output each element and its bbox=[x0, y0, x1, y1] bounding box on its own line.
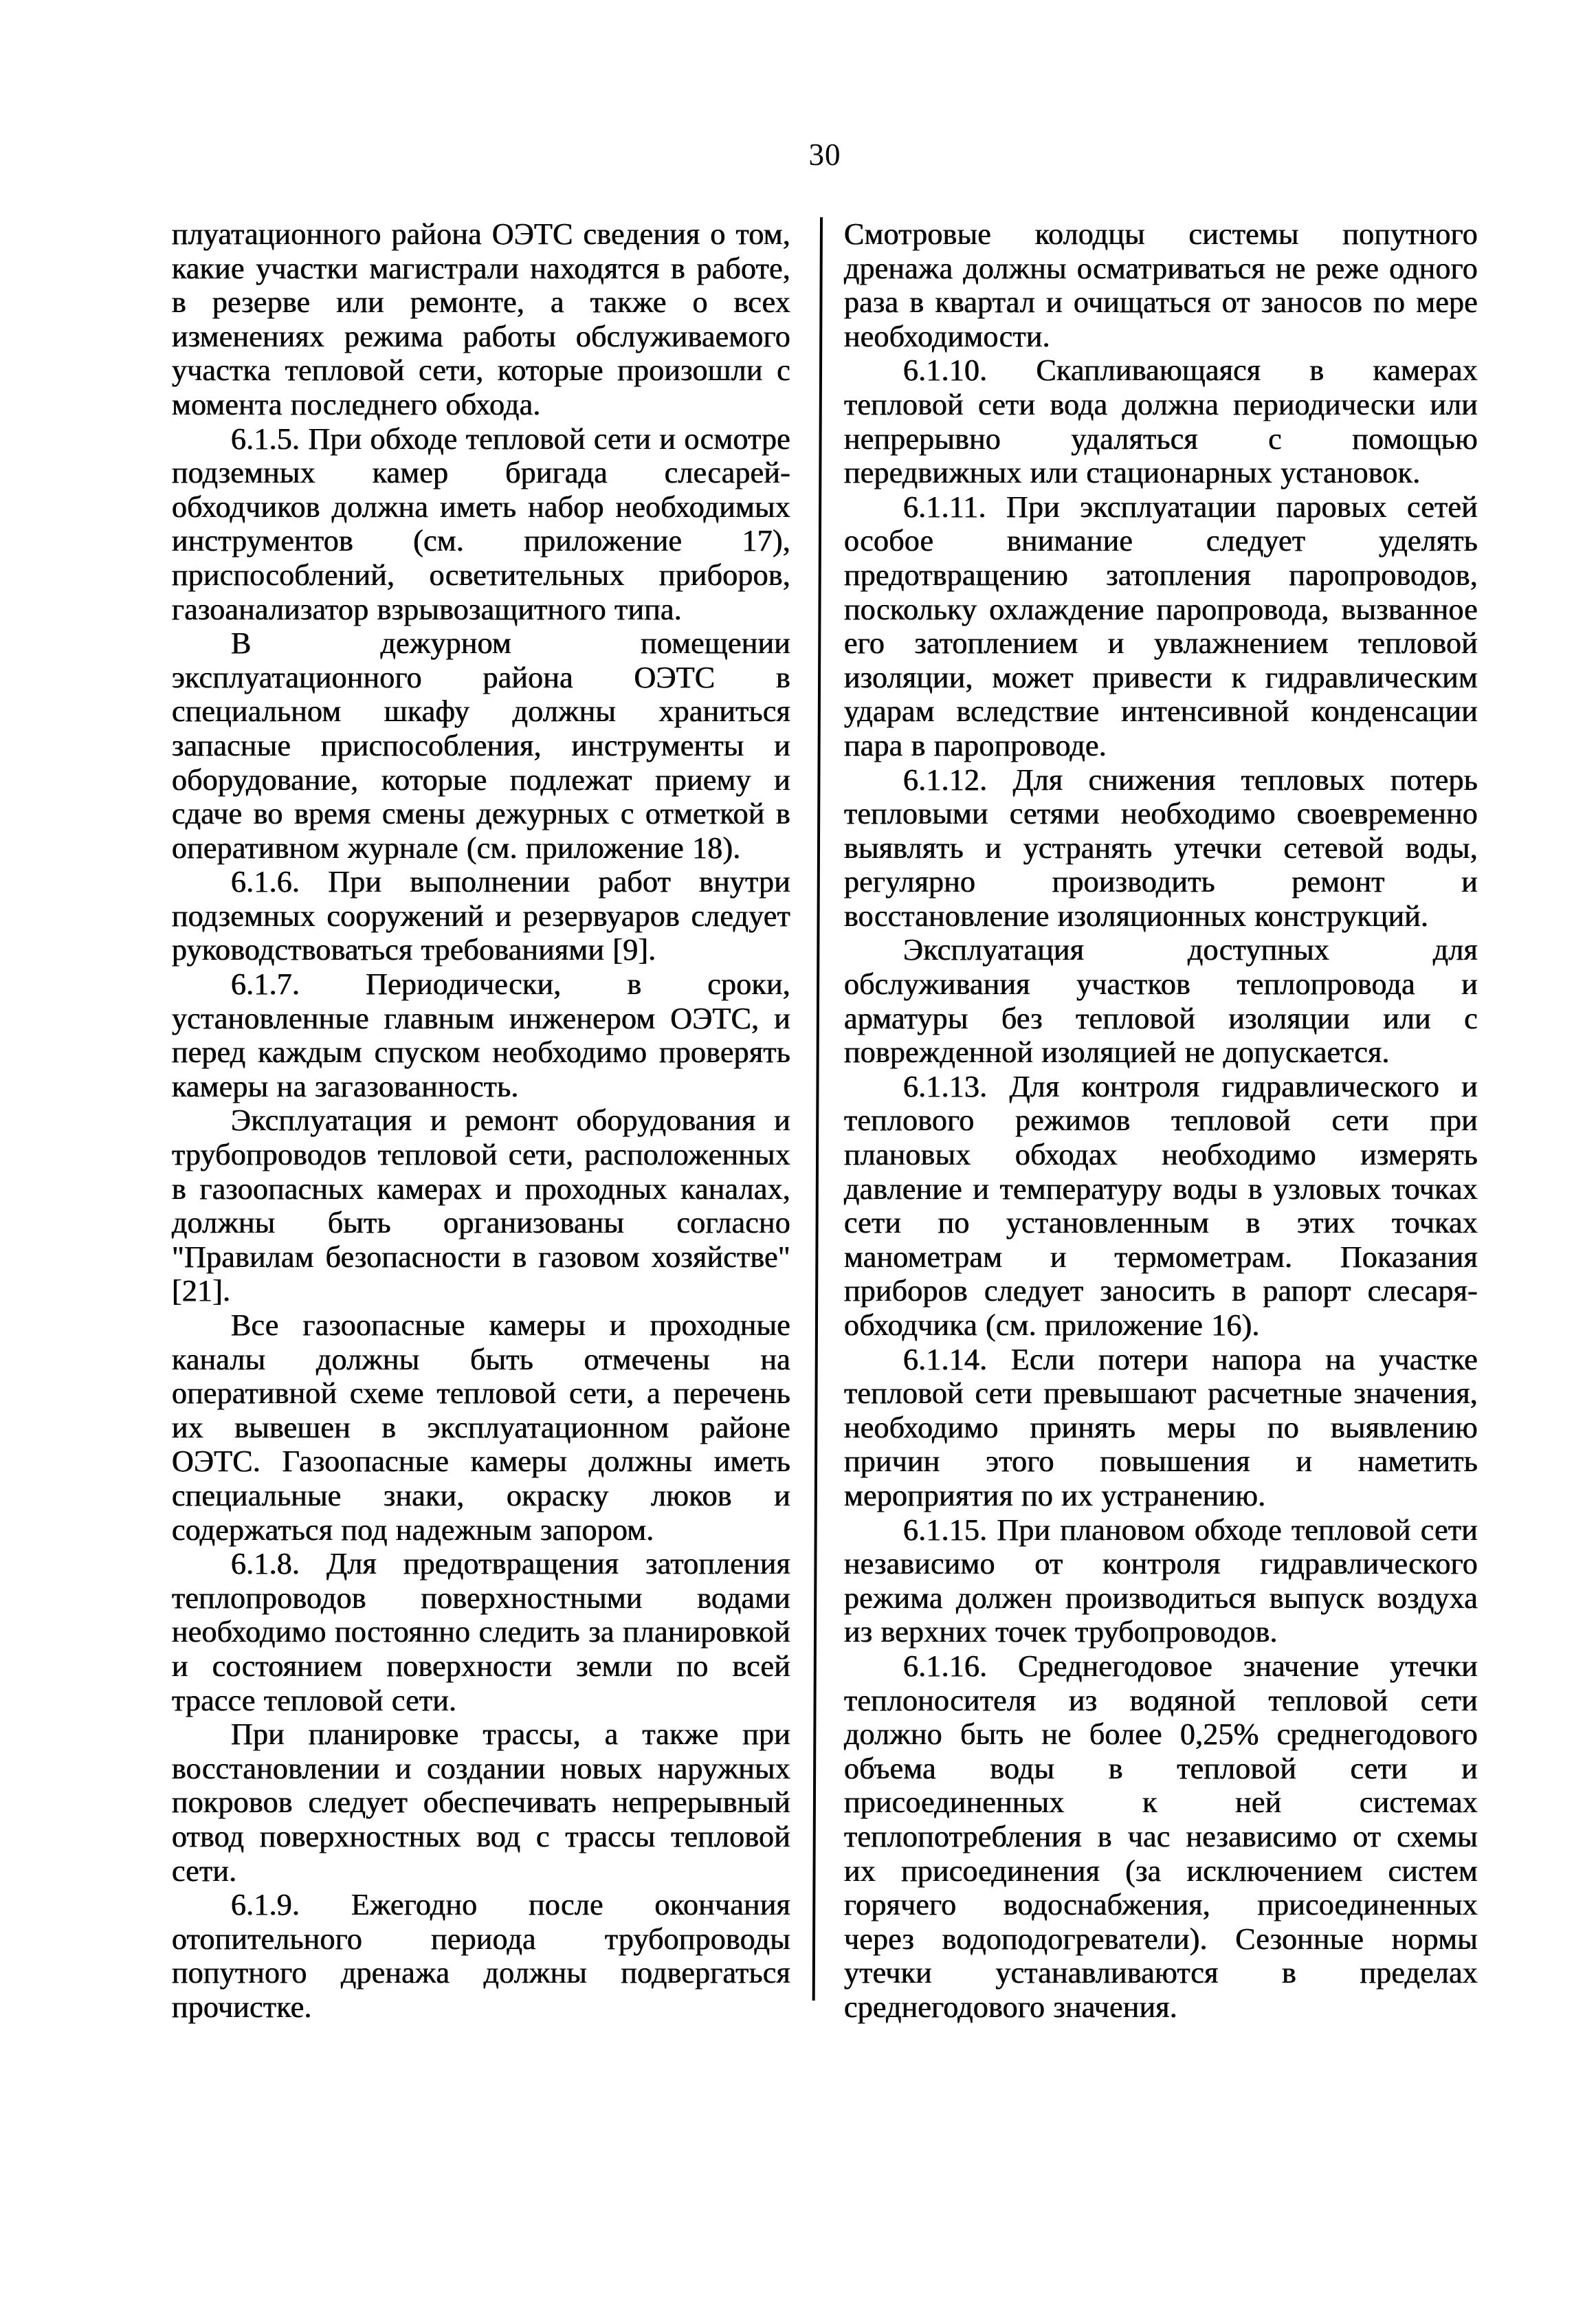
page-number: 30 bbox=[808, 137, 841, 172]
paragraph-6-1-5-duty-room: В дежурном помещении эксплуатационного района ОЭТС в специальном шкафу должны храниться запасные приспособления, инструменты и оборудование, которые подлежат приему и сдаче во время смены дежурных с отметкой в оперативном журнале (см. приложение 18). bbox=[172, 626, 790, 865]
paragraph-6-1-9-inspection-wells: Смотровые колодцы системы попутного дренажа должны осматриваться не реже одного раза в квартал и очищаться от заносов по мере необходимости. bbox=[844, 217, 1478, 353]
paragraph-6-1-8-route-planning: При планировке трассы, а также при восстановлении и создании новых наружных покровов следует обеспечивать непрерывный отвод поверхностных вод с трассы тепловой сети. bbox=[172, 1717, 790, 1888]
paragraph-6-1-7-gas-chambers: Все газоопасные камеры и проходные каналы должны быть отмечены на оперативной схеме тепловой сети, а перечень их вывешен в эксплуатационном районе ОЭТС. Газоопасные камеры должны иметь специальные знаки, окраску люков и содержаться под надежным запором. bbox=[172, 1308, 790, 1547]
paragraph-6-1-10: 6.1.10. Скапливающаяся в камерах тепловой сети вода должна периодически или непрерывно удаляться с помощью передвижных или стационарных установок. bbox=[844, 353, 1478, 490]
paragraph-6-1-11: 6.1.11. При эксплуатации паровых сетей особое внимание следует уделять предотвращению затопления паропроводов, поскольку охлаждение паропровода, вызванное его затоплением и увлажнением тепловой изоляции, может привести к гидравлическим ударам вследствие интенсивной конденсации пара в паропроводе. bbox=[844, 489, 1478, 762]
right-column bbox=[844, 217, 1478, 2024]
paragraph-6-1-16: 6.1.16. Среднегодовое значение утечки теплоносителя из водяной тепловой сети должно быть не более 0,25% среднегодового объема воды в тепловой сети и присоединенных к ней системах теплопотребления в час независимо от схемы их присоединения (за исключением систем горячего водоснабжения, присоединенных через водоподогреватели). Сезонные нормы утечки устанавливаются в пределах среднегодового значения. bbox=[844, 1649, 1478, 2024]
paragraph-6-1-5: 6.1.5. При обходе тепловой сети и осмотре подземных камер бригада слесарей-обходчиков должна иметь набор необходимых инструментов (см. приложение 17), приспособлений, осветительных приборов, газоанализатор взрывозащитного типа. bbox=[172, 421, 790, 626]
paragraph-6-1-13: 6.1.13. Для контроля гидравлического и теплового режимов тепловой сети при плановых обходах необходимо измерять давление и температуру воды в узловых точках сети по установленным в этих точках манометрам и термометрам. Показания приборов следует заносить в рапорт слесаря-обходчика (см. приложение 16). bbox=[844, 1069, 1478, 1342]
paragraph-6-1-8: 6.1.8. Для предотвращения затопления теплопроводов поверхностными водами необходимо постоянно следить за планировкой и состоянием поверхности земли по всей трассе тепловой сети. bbox=[172, 1547, 790, 1717]
paragraph-6-1-15: 6.1.15. При плановом обходе тепловой сети независимо от контроля гидравлического режима должен производиться выпуск воздуха из верхних точек трубопроводов. bbox=[844, 1512, 1478, 1649]
column-divider-rule bbox=[812, 217, 823, 2001]
paragraph-6-1-7-gas-rules: Эксплуатация и ремонт оборудования и трубопроводов тепловой сети, расположенных в газоопасных камерах и проходных каналах, должны быть организованы согласно "Правилам безопасности в газовом хозяйстве" [21]. bbox=[172, 1103, 790, 1308]
paragraph-6-1-12: 6.1.12. Для снижения тепловых потерь тепловыми сетями необходимо своевременно выявлять и устранять утечки сетевой воды, регулярно производить ремонт и восстановление изоляционных конструкций. bbox=[844, 762, 1478, 933]
left-column bbox=[172, 217, 790, 2024]
paragraph-6-1-6: 6.1.6. При выполнении работ внутри подземных сооружений и резервуаров следует руководствоваться требованиями [9]. bbox=[172, 865, 790, 967]
paragraph-6-1-14: 6.1.14. Если потери напора на участке тепловой сети превышают расчетные значения, необходимо принять меры по выявлению причин этого повышения и наметить мероприятия по их устранению. bbox=[844, 1342, 1478, 1512]
paragraph-6-1-12-insulation: Эксплуатация доступных для обслуживания участков теплопровода и арматуры без тепловой изоляции или с поврежденной изоляцией не допускается. bbox=[844, 933, 1478, 1070]
paragraph-continuation-6-1-4: плуатационного района ОЭТС сведения о том, какие участки магистрали находятся в работе, в резерве или ремонте, а также о всех изменениях режима работы обслуживаемого участка тепловой сети, которые произошли с момента последнего обхода. bbox=[172, 217, 790, 421]
paragraph-6-1-7: 6.1.7. Периодически, в сроки, установленные главным инженером ОЭТС, и перед каждым спуском необходимо проверять камеры на загазованность. bbox=[172, 967, 790, 1103]
paragraph-6-1-9: 6.1.9. Ежегодно после окончания отопительного периода трубопроводы попутного дренажа должны подвергаться прочистке. bbox=[172, 1888, 790, 2024]
